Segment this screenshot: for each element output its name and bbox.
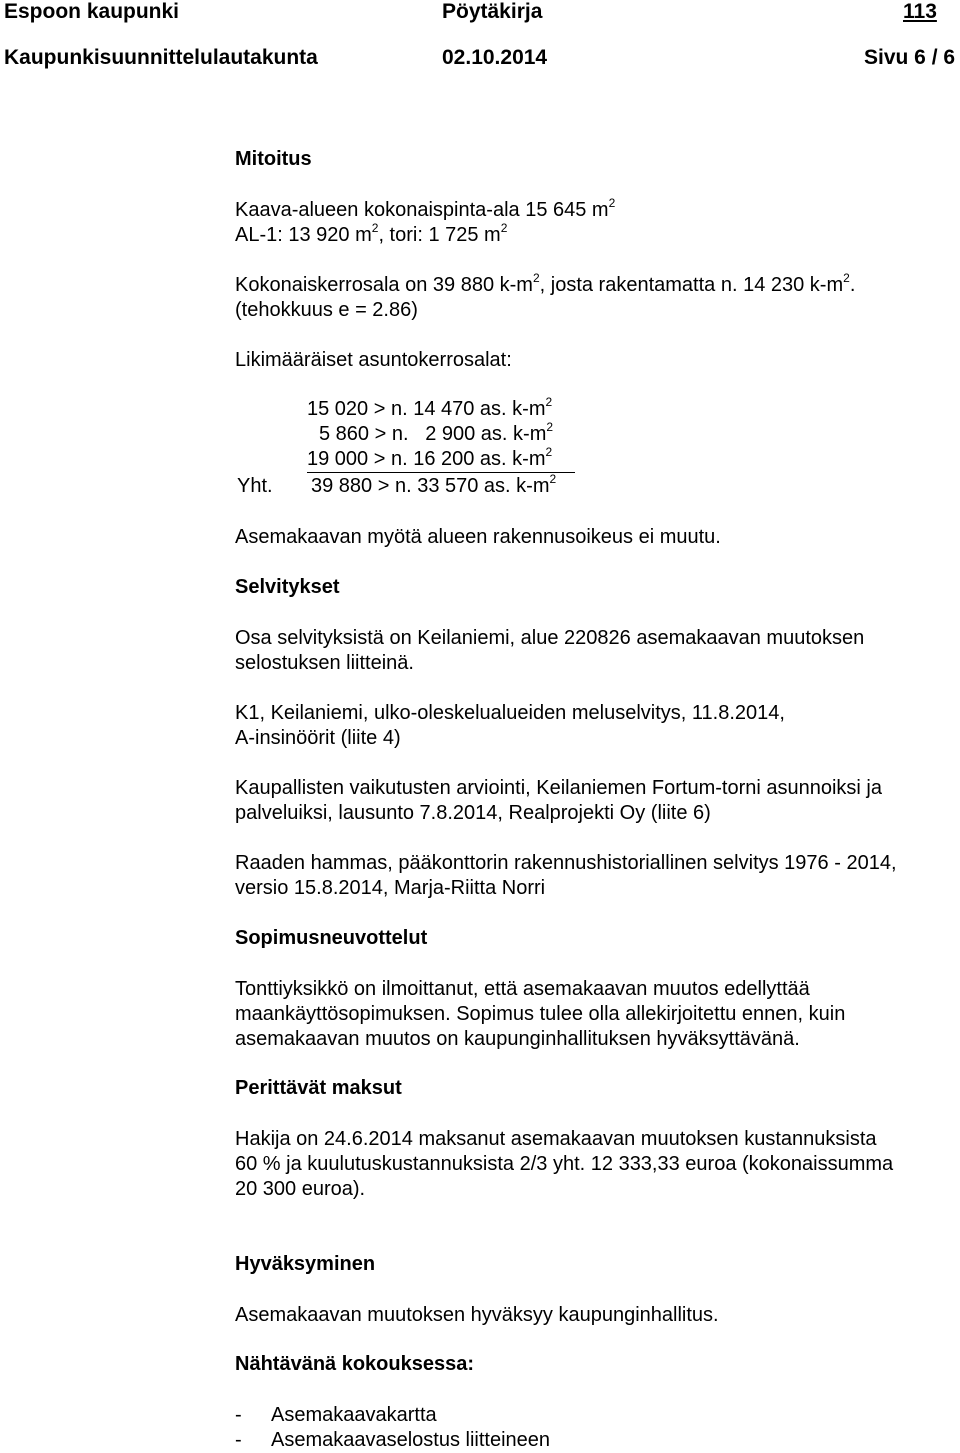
committee-name: Kaupunkisuunnittelulautakunta bbox=[4, 46, 318, 69]
sum-underline bbox=[307, 472, 575, 473]
paragraph-line: Raaden hammas, pääkonttorin rakennushistoriallinen selvitys 1976 - 2014, bbox=[235, 852, 897, 874]
section-heading-perittavat-maksut: Perittävät maksut bbox=[235, 1077, 402, 1099]
paragraph-line: 20 300 euroa). bbox=[235, 1178, 366, 1200]
paragraph-line: Kaupallisten vaikutusten arviointi, Keilaniemen Fortum-torni asunnoiksi ja bbox=[235, 777, 882, 799]
meeting-date: 02.10.2014 bbox=[442, 46, 548, 69]
section-heading-sopimusneuvottelut: Sopimusneuvottelut bbox=[235, 927, 428, 949]
page-number: Sivu 6 / 6 bbox=[864, 46, 956, 69]
list-item: - Asemakaavakartta bbox=[235, 1404, 437, 1426]
al-area-line: AL-1: 13 920 $m^2$, tori: 1 725 $m^2$ bbox=[235, 221, 508, 246]
org-name: Espoon kaupunki bbox=[4, 0, 180, 23]
floor-area-line: Kokonaiskerrosala on 39 880 $k-m^2$, josta rakentamatta n. 14 230 $k-m^2$. bbox=[235, 271, 856, 296]
residential-areas-label: Likimääräiset asuntokerrosalat: bbox=[235, 349, 512, 371]
building-rights-note: Asemakaavan myötä alueen rakennusoikeus ei muutu. bbox=[235, 526, 721, 548]
calc-row: 19 000 > n. 16 200 as. $k-m^2$ bbox=[307, 445, 553, 470]
total-area-line: Kaava-alueen kokonaispinta-ala 15 645 $m^2$ bbox=[235, 196, 616, 221]
paragraph-line: Asemakaavan muutoksen hyväksyy kaupunginhallitus. bbox=[235, 1304, 719, 1326]
document-type: Pöytäkirja bbox=[442, 0, 543, 23]
paragraph-line: versio 15.8.2014, Marja-Riitta Norri bbox=[235, 877, 546, 899]
calc-row: 5 860 > n. 2 900 as. $k-m^2$ bbox=[319, 420, 554, 445]
paragraph-line: asemakaavan muutos on kaupunginhallituksen hyväksyttävänä. bbox=[235, 1028, 800, 1050]
paragraph-line: Osa selvityksistä on Keilaniemi, alue 220826 asemakaavan muutoksen bbox=[235, 627, 865, 649]
list-item: - Asemakaavaselostus liitteineen bbox=[235, 1429, 551, 1451]
paragraph-line: A-insinöörit (liite 4) bbox=[235, 727, 401, 749]
paragraph-line: selostuksen liitteinä. bbox=[235, 652, 414, 674]
paragraph-line: palveluiksi, lausunto 7.8.2014, Realprojekti Oy (liite 6) bbox=[235, 802, 711, 824]
efficiency-line: (tehokkuus e = 2.86) bbox=[235, 299, 418, 321]
paragraph-line: Tonttiyksikkö on ilmoittanut, että asemakaavan muutos edellyttää bbox=[235, 978, 810, 1000]
paragraph-line: maankäyttösopimuksen. Sopimus tulee olla allekirjoitettu ennen, kuin bbox=[235, 1003, 846, 1025]
section-heading-selvitykset: Selvitykset bbox=[235, 576, 340, 598]
paragraph-line: Hakija on 24.6.2014 maksanut asemakaavan muutoksen kustannuksista bbox=[235, 1128, 877, 1150]
section-heading-hyvaksyminen: Hyväksyminen bbox=[235, 1253, 376, 1275]
paragraph-line: K1, Keilaniemi, ulko-oleskelualueiden meluselvitys, 11.8.2014, bbox=[235, 702, 785, 724]
paragraph-line: 60 % ja kuulutuskustannuksista 2/3 yht. 12 333,33 euroa (kokonaissumma bbox=[235, 1153, 894, 1175]
calc-total-row: 39 880 > n. 33 570 as. $k-m^2$ bbox=[311, 472, 557, 497]
document-number: 113 bbox=[903, 0, 937, 23]
section-heading-nahtavana: Nähtävänä kokouksessa: bbox=[235, 1353, 475, 1375]
total-label: Yht. bbox=[237, 475, 273, 497]
calc-row: 15 020 > n. 14 470 as. $k-m^2$ bbox=[307, 395, 553, 420]
section-heading-mitoitus: Mitoitus bbox=[235, 148, 312, 170]
